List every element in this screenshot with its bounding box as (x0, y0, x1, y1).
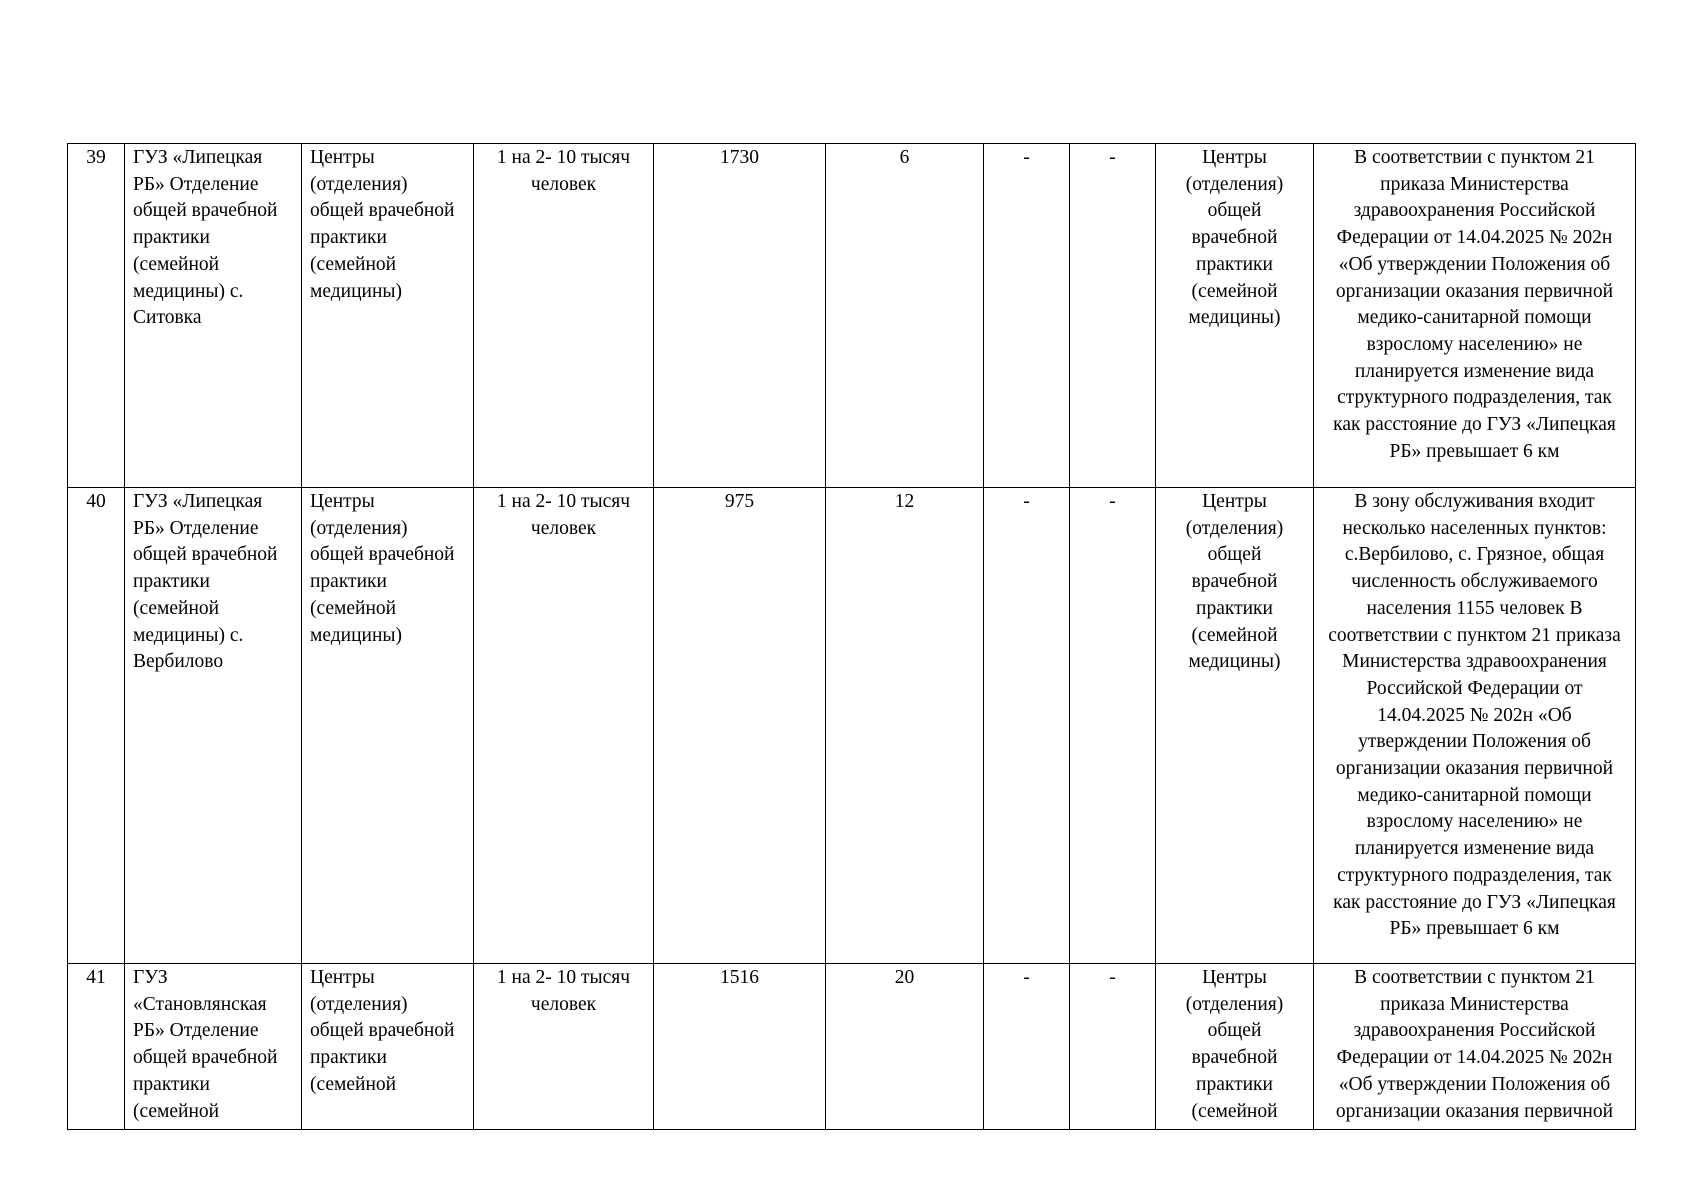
distance: 12 (826, 488, 984, 964)
facility-type: Центры (отделения) общей врачебной практики (семейной медицины) (302, 144, 474, 488)
population: 1516 (654, 964, 826, 1130)
row-number: 40 (68, 488, 125, 964)
column-7-value: - (984, 488, 1070, 964)
row-number: 41 (68, 964, 125, 1130)
table-row (68, 488, 1636, 964)
population: 975 (654, 488, 826, 964)
facilities-table (67, 143, 1636, 1130)
new-facility-type: Центры (отделения) общей врачебной практики (семейной медицины) (1156, 144, 1314, 488)
norm: 1 на 2- 10 тысяч человек (474, 488, 654, 964)
distance: 20 (826, 964, 984, 1130)
table-row (68, 144, 1636, 488)
justification-note: В соответствии с пунктом 21 приказа Министерства здравоохранения Российской Федерации от 14.04.2025 № 202н «Об утверждении Положения об организации оказания первичной медико-санитарной помощи взрослому населению» не планируется изменение вида структурного подразделения, так как расстояние до ГУЗ «Липецкая РБ» превышает 6 км (1314, 144, 1636, 488)
column-7-value: - (984, 144, 1070, 488)
facility-type: Центры (отделения) общей врачебной практики (семейной (302, 964, 474, 1130)
table-row (68, 964, 1636, 1130)
column-8-value: - (1070, 144, 1156, 488)
column-8-value: - (1070, 964, 1156, 1130)
new-facility-type: Центры (отделения) общей врачебной практики (семейной (1156, 964, 1314, 1130)
new-facility-type: Центры (отделения) общей врачебной практики (семейной медицины) (1156, 488, 1314, 964)
facility-name: ГУЗ «Липецкая РБ» Отделение общей врачебной практики (семейной медицины) с. Вербилово (125, 488, 302, 964)
distance: 6 (826, 144, 984, 488)
norm: 1 на 2- 10 тысяч человек (474, 144, 654, 488)
column-7-value: - (984, 964, 1070, 1130)
justification-note: В соответствии с пунктом 21 приказа Министерства здравоохранения Российской Федерации от 14.04.2025 № 202н «Об утверждении Положения об организации оказания первичной (1314, 964, 1636, 1130)
column-8-value: - (1070, 488, 1156, 964)
population: 1730 (654, 144, 826, 488)
row-number: 39 (68, 144, 125, 488)
facility-type: Центры (отделения) общей врачебной практики (семейной медицины) (302, 488, 474, 964)
norm: 1 на 2- 10 тысяч человек (474, 964, 654, 1130)
facility-name: ГУЗ «Становлянская РБ» Отделение общей врачебной практики (семейной (125, 964, 302, 1130)
facility-name: ГУЗ «Липецкая РБ» Отделение общей врачебной практики (семейной медицины) с. Ситовка (125, 144, 302, 488)
justification-note: В зону обслуживания входит несколько населенных пунктов: с.Вербилово, с. Грязное, общая численность обслуживаемого населения 1155 человек В соответствии с пунктом 21 приказа Министерства здравоохранения Российской Федерации от 14.04.2025 № 202н «Об утверждении Положения об организации оказания первичной медико-санитарной помощи взрослому населению» не планируется изменение вида структурного подразделения, так как расстояние до ГУЗ «Липецкая РБ» превышает 6 км (1314, 488, 1636, 964)
